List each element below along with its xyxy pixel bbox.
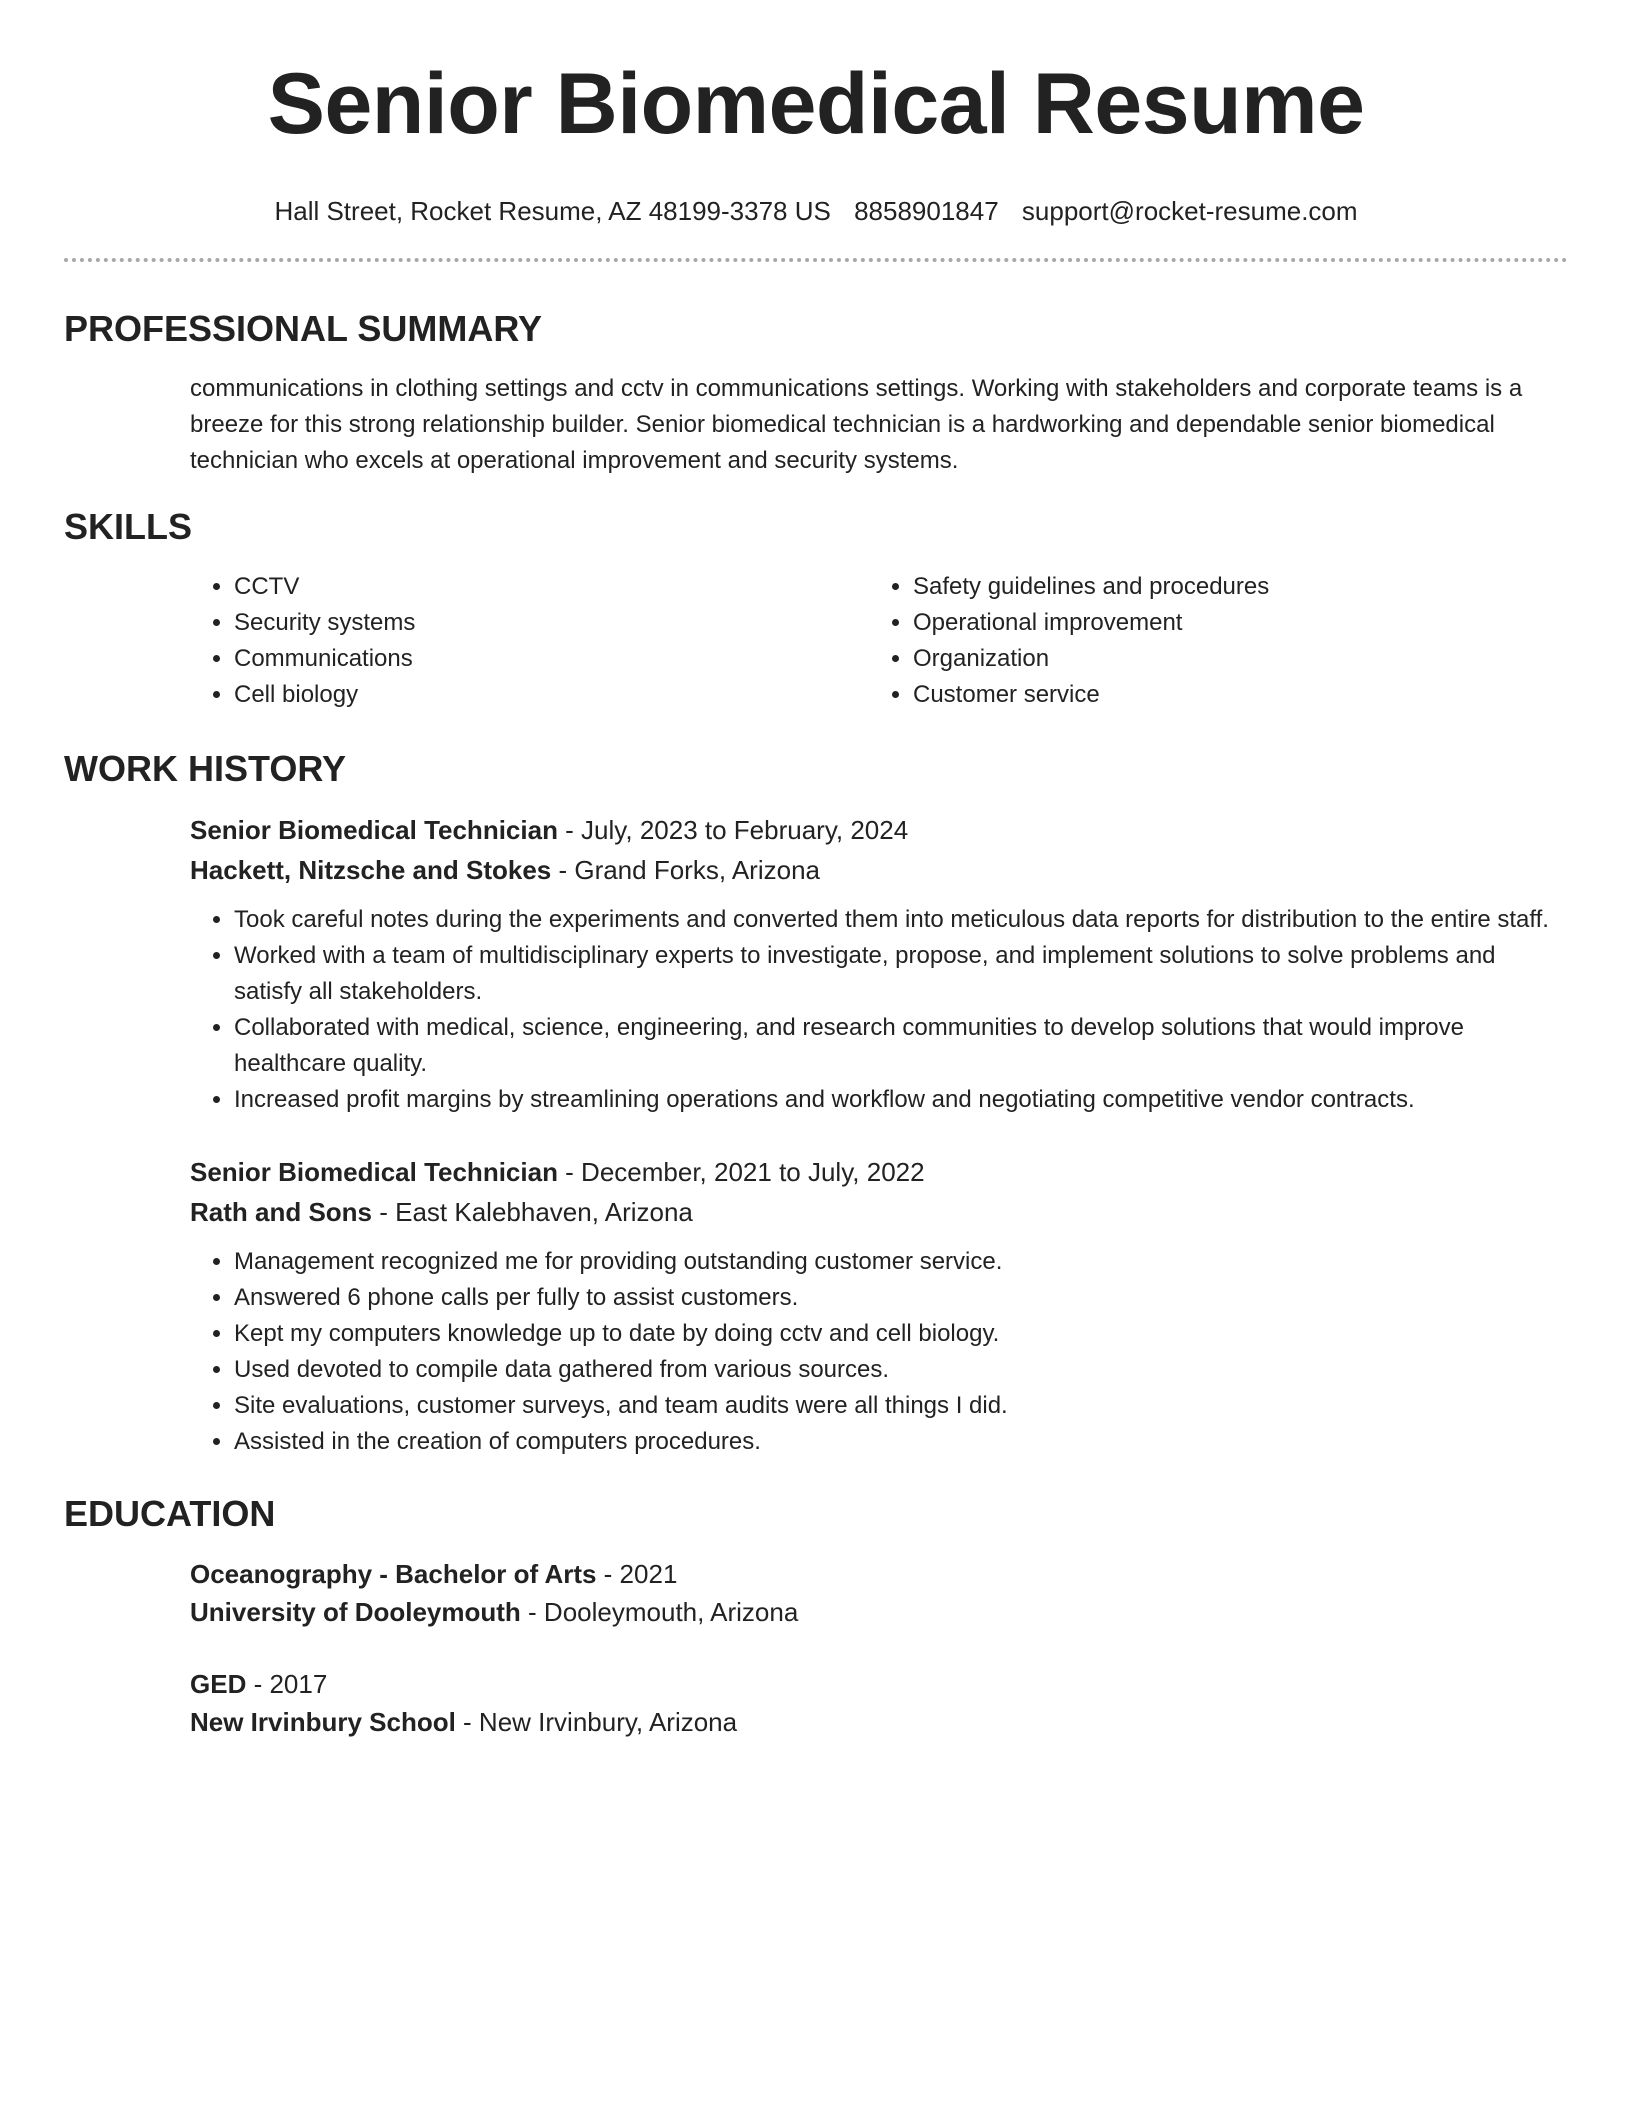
contact-line <box>64 194 1568 228</box>
job-company: Rath and Sons <box>190 1197 373 1227</box>
work-history-heading: WORK HISTORY <box>64 748 347 789</box>
education-school-line <box>190 1593 1568 1631</box>
skills-column-left <box>190 569 869 713</box>
skills-list <box>190 569 1568 713</box>
skills-column-right <box>869 569 1269 713</box>
education-year: - 2021 <box>596 1559 678 1589</box>
education-heading: EDUCATION <box>64 1493 276 1534</box>
job-location: - East Kalebhaven, Arizona <box>372 1197 693 1227</box>
education-entry <box>190 1665 1568 1741</box>
job-title: Senior Biomedical Technician <box>190 1157 558 1187</box>
job-title-line <box>190 810 1568 850</box>
job-company-line <box>190 850 1568 890</box>
summary-heading: PROFESSIONAL SUMMARY <box>64 308 543 349</box>
job-location: - Grand Forks, Arizona <box>551 855 820 885</box>
job-duty-item: • Used devoted to compile data gathered from various sources. <box>234 1352 1568 1388</box>
contact-address: Hall Street, Rocket Resume, AZ 48199-3378 US <box>274 196 831 226</box>
education-location: - Dooleymouth, Arizona <box>520 1597 799 1627</box>
resume-name: Senior Biomedical Resume <box>267 56 1365 152</box>
education-entry <box>190 1555 1568 1631</box>
job-duties <box>190 902 1568 1118</box>
summary-text: communications in clothing settings and cctv in communications settings. Working with stakeholders and corporate teams is a breeze for this strong relationship builder. Senior biomedical technician is a hardworking and dependable senior biomedical technician who excels at operational improvement and security systems. <box>190 375 1523 474</box>
job-duty-item: • Kept my computers knowledge up to date by doing cctv and cell biology. <box>234 1316 1568 1352</box>
job-duty-item: • Collaborated with medical, science, engineering, and research communities to develop solutions that would improve healthcare quality. <box>234 1010 1568 1082</box>
education-degree-line <box>190 1555 1568 1593</box>
job-title: Senior Biomedical Technician <box>190 815 558 845</box>
education-degree: GED <box>190 1669 247 1699</box>
skill-item: • Organization <box>913 641 1269 677</box>
job-duty-item: • Answered 6 phone calls per fully to assist customers. <box>234 1280 1568 1316</box>
job-duty-item: • Increased profit margins by streamlining operations and workflow and negotiating competitive vendor contracts. <box>234 1082 1568 1118</box>
skill-item: • Security systems <box>234 605 869 641</box>
education-school-line <box>190 1703 1568 1741</box>
education-school: University of Dooleymouth <box>190 1597 521 1627</box>
education-location: - New Irvinbury, Arizona <box>455 1707 738 1737</box>
skills-heading: SKILLS <box>64 506 193 547</box>
job-entry <box>190 810 1568 1118</box>
job-entry <box>190 1152 1568 1460</box>
header-divider <box>64 258 1568 262</box>
job-duty-item: • Site evaluations, customer surveys, and team audits were all things I did. <box>234 1388 1568 1424</box>
job-duty-item: • Worked with a team of multidisciplinary experts to investigate, propose, and implement solutions to solve problems and satisfy all stakeholders. <box>234 938 1568 1010</box>
education-year: - 2017 <box>246 1669 328 1699</box>
education-degree-line <box>190 1665 1568 1703</box>
job-duties <box>190 1244 1568 1460</box>
skill-item: • Operational improvement <box>913 605 1269 641</box>
job-title-line <box>190 1152 1568 1192</box>
skill-item: • Communications <box>234 641 869 677</box>
skill-item: • Cell biology <box>234 677 869 713</box>
job-dates: - July, 2023 to February, 2024 <box>557 815 909 845</box>
job-company: Hackett, Nitzsche and Stokes <box>190 855 552 885</box>
education-degree: Oceanography - Bachelor of Arts <box>190 1559 597 1589</box>
education-school: New Irvinbury School <box>190 1707 456 1737</box>
skill-item: • CCTV <box>234 569 869 605</box>
skill-item: • Customer service <box>913 677 1269 713</box>
job-duty-item: • Management recognized me for providing outstanding customer service. <box>234 1244 1568 1280</box>
job-duty-item: • Assisted in the creation of computers procedures. <box>234 1424 1568 1460</box>
job-company-line <box>190 1192 1568 1232</box>
job-duty-item: • Took careful notes during the experiments and converted them into meticulous data reports for distribution to the entire staff. <box>234 902 1568 938</box>
skill-item: • Safety guidelines and procedures <box>913 569 1269 605</box>
job-dates: - December, 2021 to July, 2022 <box>557 1157 925 1187</box>
contact-email: support@rocket-resume.com <box>1021 196 1358 226</box>
contact-phone: 8858901847 <box>854 196 999 226</box>
